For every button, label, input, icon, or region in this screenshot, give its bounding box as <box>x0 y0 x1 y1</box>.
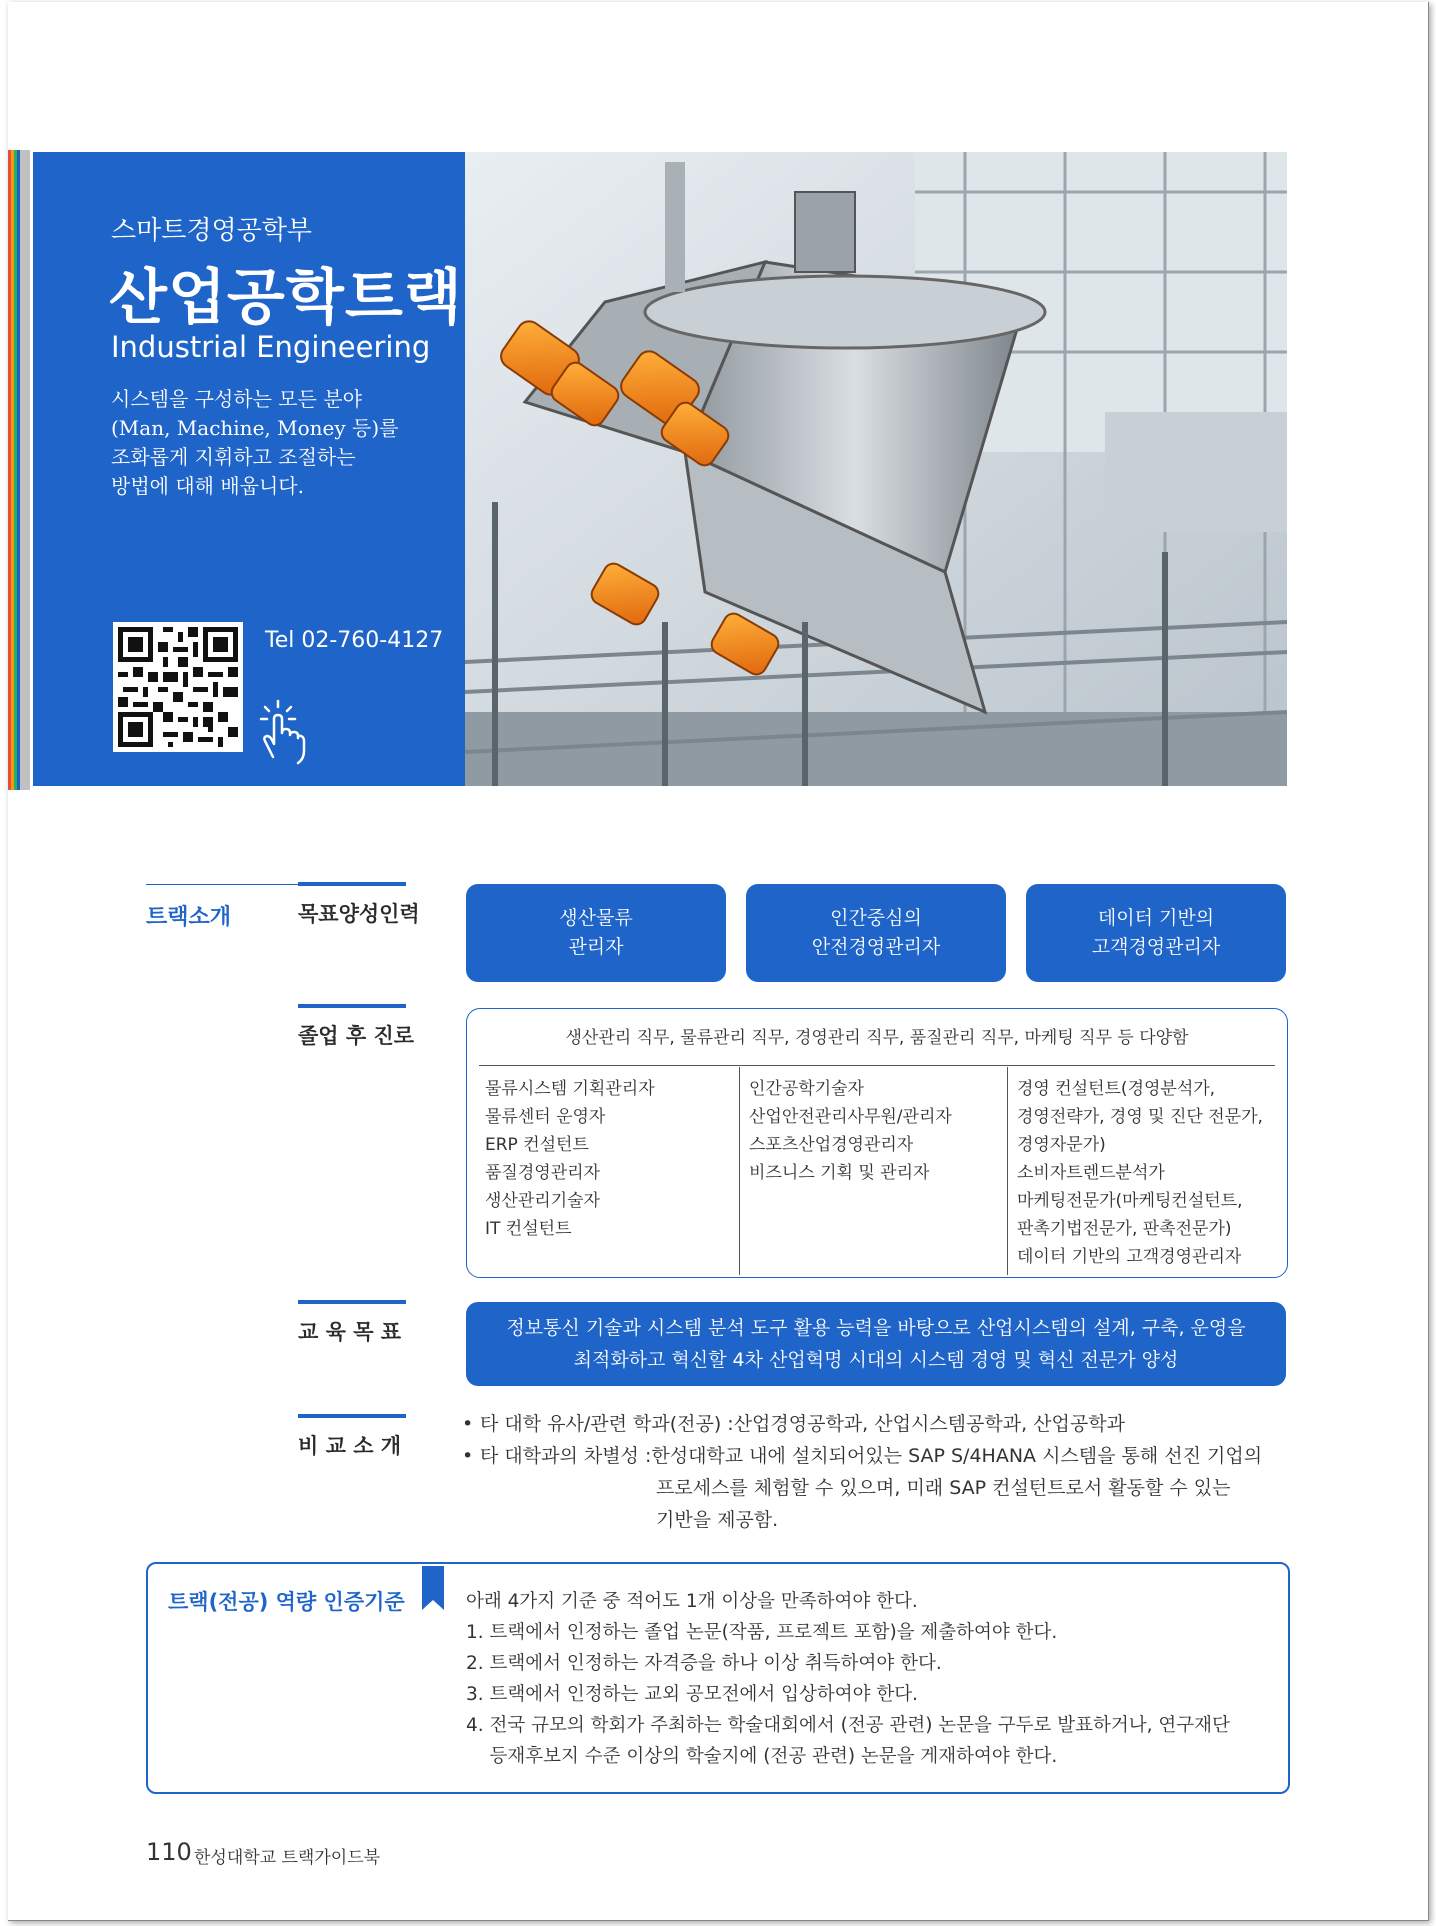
compare-item-1: • 타 대학 유사/관련 학과(전공) : 산업경영공학과, 산업시스템공학과, 산업공학과 <box>462 1413 1125 1435</box>
education-goal-box: 정보통신 기술과 시스템 분석 도구 활용 능력을 바탕으로 산업시스템의 설계, 구축, 운영을 최적화하고 혁신할 4차 산업혁명 시대의 시스템 경영 및 혁신 전문가 양성 <box>466 1302 1286 1386</box>
target-divider <box>298 882 406 886</box>
hero-info-panel <box>33 152 465 786</box>
career-column-divider-2 <box>1007 1067 1008 1275</box>
compare-list: • 타 대학 유사/관련 학과(전공) : 산업경영공학과, 산업시스템공학과, 산업공학과 • 타 대학과의 차별성 : 한성대학교 내에 설치되어있는 SAP S/4HANA 시스템을 통해 선진 기업의 프로세스를 체험할 수 있으며, 미래 SAP 컨설턴트로서 활동할 수 있는 기반을 제공함. <box>462 1408 1292 1536</box>
career-column-1: 물류시스템 기획관리자 물류센터 운영자 ERP 컨설턴트 품질경영관리자 생산관리기술자 IT 컨설턴트 <box>485 1079 655 1239</box>
color-tabs <box>8 150 30 790</box>
track-title: 산업공학트랙 <box>109 263 463 333</box>
english-title: Industrial Engineering <box>111 330 431 364</box>
career-column-2: 인간공학기술자 산업안전관리사무원/관리자 스포츠산업경영관리자 비즈니스 기획 및 관리자 <box>749 1079 952 1183</box>
factory-machinery-photo <box>465 152 1287 786</box>
compare-heading: 비 교 소 개 <box>298 1434 402 1458</box>
certification-title: 트랙(전공) 역량 인증기준 <box>168 1590 405 1614</box>
education-heading: 교 육 목 표 <box>298 1320 402 1344</box>
phone-number: Tel 02-760-4127 <box>265 628 444 653</box>
track-intro-heading: 트랙소개 <box>146 905 232 930</box>
target-heading: 목표양성인력 <box>298 902 420 926</box>
career-heading: 졸업 후 진로 <box>298 1024 415 1048</box>
career-divider-line <box>479 1065 1275 1066</box>
career-divider <box>298 1004 406 1008</box>
career-column-3: 경영 컨설턴트(경영분석가, 경영전략가, 경영 및 진단 전문가, 경영자문가) 소비자트렌드분석가 마케팅전문가(마케팅컨설턴트, 판촉기법전문가, 판촉전문가) 데이터 기반의 고객경영관리자 <box>1017 1079 1263 1267</box>
education-divider <box>298 1300 406 1304</box>
track-description: 시스템을 구성하는 모든 분야 (Man, Machine, Money 등)를 조화롭게 지휘하고 조절하는 방법에 대해 배웁니다. <box>111 387 399 498</box>
hero-banner <box>33 152 1287 786</box>
goal-card-2: 인간중심의 안전경영관리자 <box>746 884 1006 982</box>
track-intro-divider <box>146 884 298 885</box>
career-summary: 생산관리 직무, 물류관리 직무, 경영관리 직무, 품질관리 직무, 마케팅 직무 등 다양함 <box>565 1028 1189 1048</box>
tap-hand-icon <box>251 697 307 771</box>
goal-card-1: 생산물류 관리자 <box>466 884 726 982</box>
certification-criteria: 아래 4가지 기준 중 적어도 1개 이상을 만족하여야 한다. 1. 트랙에서 인정하는 졸업 논문(작품, 프로젝트 포함)을 제출하여야 한다. 2. 트랙에서 인정하는 자격증을 하나 이상 취득하여야 한다. 3. 트랙에서 인정하는 교외 공모전에서 입상하여야 한다. 4. 전국 규모의 학회가 주최하는 학술대회에서 (전공 관련) 논문을 구두로 발표하거나, 연구재단 등재후보지 수준 이상의 학술지에 (전공 관련) 논문을 게재하여야 한다. <box>466 1591 1230 1767</box>
bookmark-icon <box>422 1566 444 1610</box>
career-column-divider-1 <box>739 1067 740 1275</box>
qr-code-icon[interactable] <box>113 622 243 752</box>
goal-card-3: 데이터 기반의 고객경영관리자 <box>1026 884 1286 982</box>
career-table <box>466 1008 1288 1278</box>
compare-item-2: • 타 대학과의 차별성 : 한성대학교 내에 설치되어있는 SAP S/4HANA 시스템을 통해 선진 기업의 <box>462 1445 1263 1467</box>
department-name: 스마트경영공학부 <box>111 216 312 246</box>
page-number: 110 <box>146 1838 192 1866</box>
compare-divider <box>298 1414 406 1418</box>
certification-box <box>146 1562 1290 1794</box>
book-title: 한성대학교 트랙가이드북 <box>194 1848 381 1868</box>
